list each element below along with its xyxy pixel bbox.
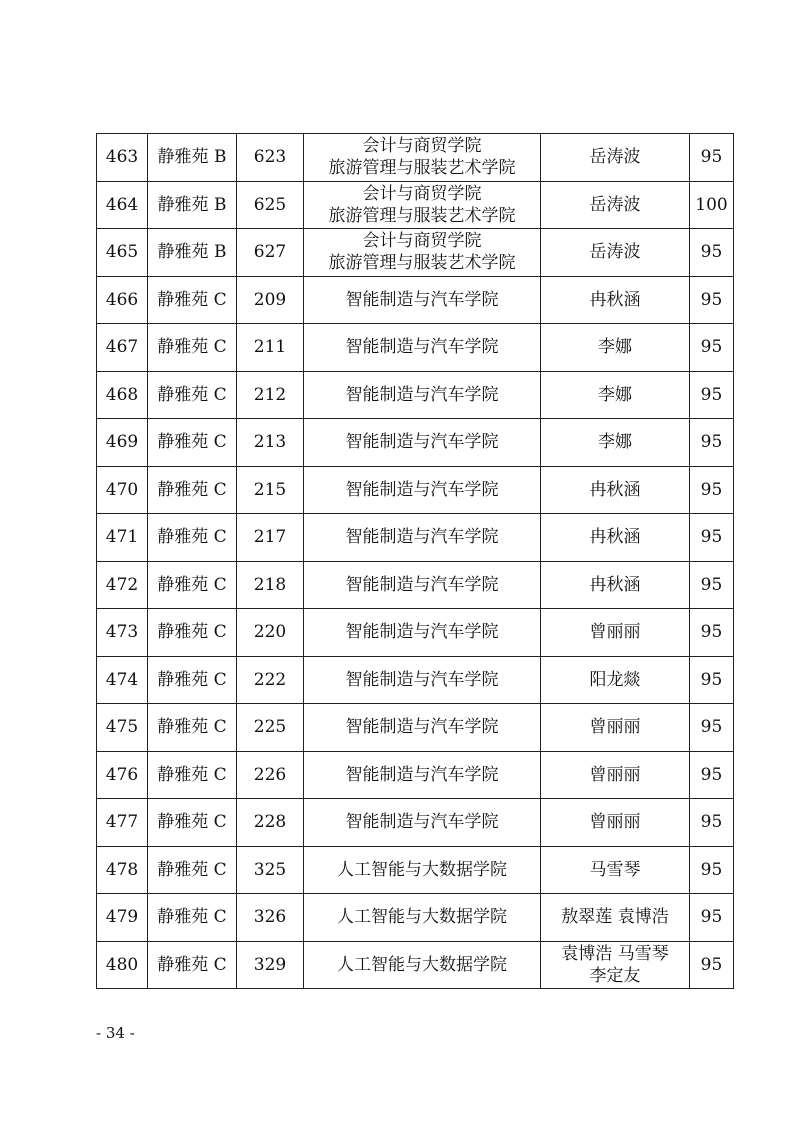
room-cell: 218 <box>237 561 304 609</box>
person-line: 冉秋涵 <box>589 574 641 595</box>
building-cell: 静雅苑 C <box>148 514 237 562</box>
table-row <box>97 561 734 609</box>
score-cell: 95 <box>690 561 734 609</box>
college-line: 会计与商贸学院 <box>362 136 482 157</box>
room-cell: 215 <box>237 466 304 514</box>
room-cell: 226 <box>237 751 304 799</box>
person-cell <box>541 276 690 324</box>
college-line: 智能制造与汽车学院 <box>345 812 499 833</box>
college-cell <box>304 656 541 704</box>
building-cell: 静雅苑 C <box>148 846 237 894</box>
person-cell <box>541 181 690 229</box>
row-number-cell: 478 <box>97 846 148 894</box>
score-cell: 100 <box>690 181 734 229</box>
college-cell <box>304 134 541 182</box>
college-cell <box>304 609 541 657</box>
college-line: 智能制造与汽车学院 <box>345 337 499 358</box>
person-cell <box>541 846 690 894</box>
college-line: 会计与商贸学院 <box>362 183 482 204</box>
person-line: 曾丽丽 <box>589 812 641 833</box>
row-number-cell: 471 <box>97 514 148 562</box>
college-line: 智能制造与汽车学院 <box>345 527 499 548</box>
person-cell <box>541 514 690 562</box>
score-cell: 95 <box>690 894 734 942</box>
table-body <box>97 134 734 989</box>
room-cell: 211 <box>237 324 304 372</box>
building-cell: 静雅苑 B <box>148 134 237 182</box>
table-row <box>97 229 734 277</box>
college-cell <box>304 181 541 229</box>
building-cell: 静雅苑 C <box>148 704 237 752</box>
row-number-cell: 480 <box>97 941 148 989</box>
table-row <box>97 514 734 562</box>
college-line: 智能制造与汽车学院 <box>345 717 499 738</box>
room-cell: 627 <box>237 229 304 277</box>
college-cell <box>304 751 541 799</box>
person-line: 李定友 <box>589 965 641 986</box>
score-cell: 95 <box>690 941 734 989</box>
person-line: 岳涛波 <box>589 147 641 168</box>
person-cell <box>541 561 690 609</box>
row-number-cell: 477 <box>97 799 148 847</box>
row-number-cell: 468 <box>97 371 148 419</box>
person-cell <box>541 466 690 514</box>
room-cell: 217 <box>237 514 304 562</box>
score-cell: 95 <box>690 229 734 277</box>
score-cell: 95 <box>690 324 734 372</box>
table-row <box>97 609 734 657</box>
person-line: 曾丽丽 <box>589 717 641 738</box>
college-line: 会计与商贸学院 <box>362 231 482 252</box>
table-row <box>97 324 734 372</box>
college-line: 旅游管理与服装艺术学院 <box>328 253 516 274</box>
page-number: - 34 - <box>96 1024 135 1042</box>
college-line: 智能制造与汽车学院 <box>345 289 499 310</box>
college-line: 人工智能与大数据学院 <box>337 907 507 928</box>
room-cell: 625 <box>237 181 304 229</box>
room-cell: 212 <box>237 371 304 419</box>
room-cell: 228 <box>237 799 304 847</box>
college-cell <box>304 371 541 419</box>
table-row <box>97 276 734 324</box>
room-cell: 222 <box>237 656 304 704</box>
college-cell <box>304 941 541 989</box>
score-cell: 95 <box>690 371 734 419</box>
person-cell <box>541 609 690 657</box>
person-line: 曾丽丽 <box>589 764 641 785</box>
score-cell: 95 <box>690 609 734 657</box>
person-line: 冉秋涵 <box>589 289 641 310</box>
college-cell <box>304 276 541 324</box>
row-number-cell: 473 <box>97 609 148 657</box>
score-cell: 95 <box>690 514 734 562</box>
college-cell <box>304 846 541 894</box>
building-cell: 静雅苑 C <box>148 419 237 467</box>
person-cell <box>541 941 690 989</box>
building-cell: 静雅苑 C <box>148 561 237 609</box>
row-number-cell: 466 <box>97 276 148 324</box>
person-line: 敖翠莲 袁博浩 <box>561 907 669 928</box>
row-number-cell: 470 <box>97 466 148 514</box>
college-cell <box>304 419 541 467</box>
building-cell: 静雅苑 C <box>148 941 237 989</box>
person-cell <box>541 419 690 467</box>
college-line: 智能制造与汽车学院 <box>345 574 499 595</box>
person-line: 冉秋涵 <box>589 479 641 500</box>
room-cell: 225 <box>237 704 304 752</box>
score-cell: 95 <box>690 799 734 847</box>
college-cell <box>304 799 541 847</box>
person-cell <box>541 371 690 419</box>
person-line: 曾丽丽 <box>589 622 641 643</box>
building-cell: 静雅苑 B <box>148 181 237 229</box>
building-cell: 静雅苑 C <box>148 751 237 799</box>
college-line: 智能制造与汽车学院 <box>345 384 499 405</box>
score-cell: 95 <box>690 751 734 799</box>
person-line: 岳涛波 <box>589 242 641 263</box>
row-number-cell: 465 <box>97 229 148 277</box>
building-cell: 静雅苑 C <box>148 656 237 704</box>
college-line: 智能制造与汽车学院 <box>345 764 499 785</box>
table-row <box>97 371 734 419</box>
building-cell: 静雅苑 C <box>148 894 237 942</box>
score-cell: 95 <box>690 656 734 704</box>
row-number-cell: 464 <box>97 181 148 229</box>
person-line: 阳龙燚 <box>589 669 641 690</box>
person-line: 李娜 <box>598 384 632 405</box>
college-line: 智能制造与汽车学院 <box>345 622 499 643</box>
college-cell <box>304 466 541 514</box>
dormitory-score-table <box>96 133 734 989</box>
room-cell: 220 <box>237 609 304 657</box>
college-cell <box>304 894 541 942</box>
person-cell <box>541 704 690 752</box>
person-cell <box>541 656 690 704</box>
building-cell: 静雅苑 C <box>148 609 237 657</box>
room-cell: 329 <box>237 941 304 989</box>
person-line: 李娜 <box>598 337 632 358</box>
score-cell: 95 <box>690 134 734 182</box>
room-cell: 623 <box>237 134 304 182</box>
building-cell: 静雅苑 C <box>148 799 237 847</box>
person-cell <box>541 134 690 182</box>
person-cell <box>541 229 690 277</box>
college-cell <box>304 514 541 562</box>
person-line: 马雪琴 <box>589 859 641 880</box>
person-cell <box>541 324 690 372</box>
table-row <box>97 751 734 799</box>
room-cell: 209 <box>237 276 304 324</box>
person-line: 冉秋涵 <box>589 527 641 548</box>
room-cell: 213 <box>237 419 304 467</box>
row-number-cell: 469 <box>97 419 148 467</box>
person-line: 袁博浩 马雪琴 <box>561 943 669 964</box>
college-line: 智能制造与汽车学院 <box>345 669 499 690</box>
person-line: 李娜 <box>598 432 632 453</box>
table-row <box>97 466 734 514</box>
table-row <box>97 419 734 467</box>
college-line: 智能制造与汽车学院 <box>345 479 499 500</box>
row-number-cell: 475 <box>97 704 148 752</box>
college-cell <box>304 561 541 609</box>
building-cell: 静雅苑 C <box>148 276 237 324</box>
college-line: 旅游管理与服装艺术学院 <box>328 158 516 179</box>
room-cell: 325 <box>237 846 304 894</box>
table-row <box>97 656 734 704</box>
person-cell <box>541 751 690 799</box>
person-cell <box>541 894 690 942</box>
table-row <box>97 704 734 752</box>
person-cell <box>541 799 690 847</box>
row-number-cell: 476 <box>97 751 148 799</box>
college-line: 智能制造与汽车学院 <box>345 432 499 453</box>
table-row <box>97 941 734 989</box>
score-cell: 95 <box>690 276 734 324</box>
table-row <box>97 894 734 942</box>
table-row <box>97 134 734 182</box>
college-line: 人工智能与大数据学院 <box>337 859 507 880</box>
row-number-cell: 474 <box>97 656 148 704</box>
row-number-cell: 463 <box>97 134 148 182</box>
score-cell: 95 <box>690 466 734 514</box>
building-cell: 静雅苑 B <box>148 229 237 277</box>
table-row <box>97 799 734 847</box>
college-cell <box>304 324 541 372</box>
score-cell: 95 <box>690 704 734 752</box>
college-line: 旅游管理与服装艺术学院 <box>328 205 516 226</box>
row-number-cell: 467 <box>97 324 148 372</box>
score-cell: 95 <box>690 419 734 467</box>
table-row <box>97 181 734 229</box>
college-cell <box>304 229 541 277</box>
college-line: 人工智能与大数据学院 <box>337 954 507 975</box>
row-number-cell: 479 <box>97 894 148 942</box>
building-cell: 静雅苑 C <box>148 466 237 514</box>
building-cell: 静雅苑 C <box>148 324 237 372</box>
room-cell: 326 <box>237 894 304 942</box>
row-number-cell: 472 <box>97 561 148 609</box>
college-cell <box>304 704 541 752</box>
score-cell: 95 <box>690 846 734 894</box>
building-cell: 静雅苑 C <box>148 371 237 419</box>
table-row <box>97 846 734 894</box>
person-line: 岳涛波 <box>589 194 641 215</box>
